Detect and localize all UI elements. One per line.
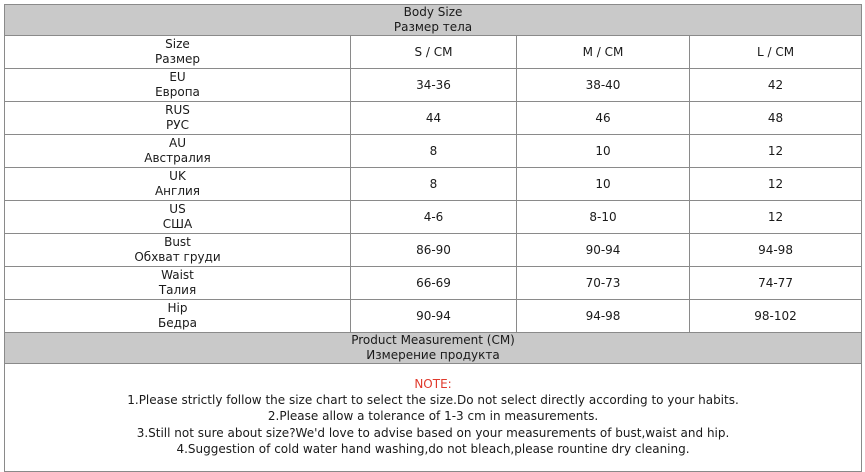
value-s: 90-94 [351, 300, 517, 333]
body-size-header [5, 5, 862, 36]
value-s: 44 [351, 102, 517, 135]
row-label [5, 168, 351, 201]
row-label [5, 69, 351, 102]
table-row [5, 300, 862, 333]
value-m: 8-10 [517, 201, 690, 234]
value-l: 98-102 [690, 300, 862, 333]
value-l: 94-98 [690, 234, 862, 267]
size-label-cell [5, 36, 351, 69]
row-label-ru: США [162, 217, 193, 231]
column-header-l: L / CM [690, 36, 862, 69]
table-row [5, 267, 862, 300]
size-table [4, 4, 862, 472]
note-title: NOTE: [414, 377, 452, 391]
row-label-ru: Обхват груди [134, 250, 221, 264]
product-measurement-title: Product Measurement (CM) [351, 333, 515, 347]
value-m: 38-40 [517, 69, 690, 102]
value-s: 8 [351, 168, 517, 201]
row-label [5, 201, 351, 234]
value-m: 70-73 [517, 267, 690, 300]
note-item: 4.Suggestion of cold water hand washing,do not bleach,please rountine dry cleaning. [176, 441, 690, 456]
row-label-en: Hip [167, 301, 188, 315]
value-m: 90-94 [517, 234, 690, 267]
row-label [5, 300, 351, 333]
note-item: 3.Still not sure about size?We'd love to advise based on your measurements of bust,waist and hip. [136, 425, 730, 440]
row-label [5, 102, 351, 135]
row-label-en: RUS [165, 103, 190, 117]
value-l: 12 [690, 201, 862, 234]
value-s: 8 [351, 135, 517, 168]
value-m: 94-98 [517, 300, 690, 333]
product-measurement-title-ru: Измерение продукта [366, 348, 500, 362]
row-label-en: AU [169, 136, 186, 150]
note-item: 1.Please strictly follow the size chart to select the size.Do not select directly according to your habits. [127, 393, 739, 408]
size-label-ru: Размер [154, 52, 201, 66]
row-label-en: US [169, 202, 186, 216]
row-label [5, 234, 351, 267]
body-size-title: Body Size [403, 5, 463, 19]
row-label-ru: Талия [158, 283, 197, 297]
table-row [5, 168, 862, 201]
value-s: 66-69 [351, 267, 517, 300]
value-m: 10 [517, 168, 690, 201]
table-row [5, 102, 862, 135]
value-l: 74-77 [690, 267, 862, 300]
column-header-m: M / CM [517, 36, 690, 69]
size-label: Size [165, 37, 190, 51]
row-label [5, 135, 351, 168]
value-s: 34-36 [351, 69, 517, 102]
row-label-en: Bust [164, 235, 191, 249]
row-label-en: Waist [161, 268, 194, 282]
row-label [5, 267, 351, 300]
row-label-ru: Австралия [144, 151, 211, 165]
product-measurement-header [5, 333, 862, 364]
value-s: 86-90 [351, 234, 517, 267]
row-label-ru: РУС [166, 118, 189, 132]
row-label-en: EU [169, 70, 186, 84]
value-m: 10 [517, 135, 690, 168]
table-row [5, 234, 862, 267]
size-chart [4, 4, 861, 472]
row-label-ru: Бедра [158, 316, 197, 330]
value-m: 46 [517, 102, 690, 135]
row-label-ru: Европа [155, 85, 200, 99]
row-label-ru: Англия [154, 184, 201, 198]
value-l: 42 [690, 69, 862, 102]
column-header-s: S / CM [351, 36, 517, 69]
value-s: 4-6 [351, 201, 517, 234]
column-header-row [5, 36, 862, 69]
value-l: 48 [690, 102, 862, 135]
body-size-title-ru: Размер тела [393, 20, 473, 34]
note-item: 2.Please allow a tolerance of 1-3 cm in measurements. [267, 409, 599, 424]
table-row [5, 201, 862, 234]
value-l: 12 [690, 168, 862, 201]
table-row [5, 135, 862, 168]
table-row [5, 69, 862, 102]
row-label-en: UK [169, 169, 186, 183]
value-l: 12 [690, 135, 862, 168]
notes-section [5, 364, 862, 472]
